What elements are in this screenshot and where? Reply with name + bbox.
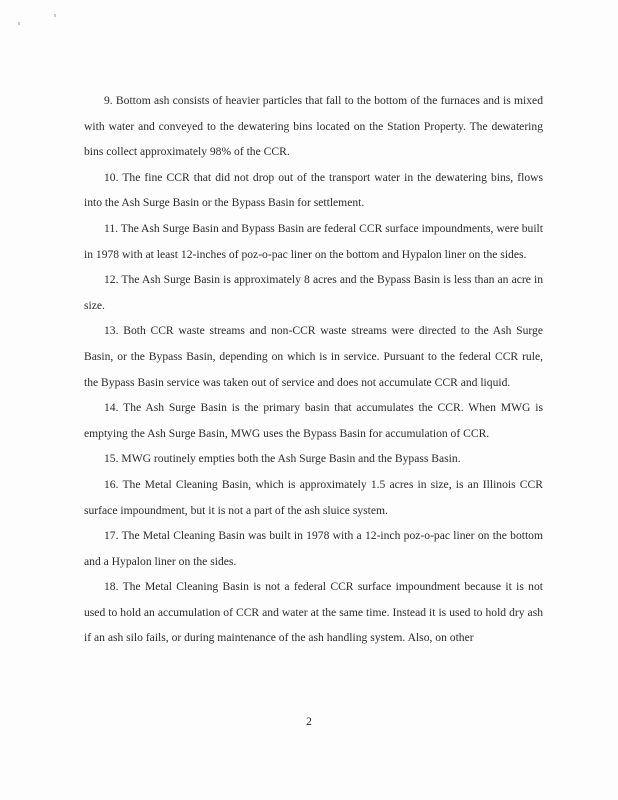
paragraph-15: 15. MWG routinely empties both the Ash Surge Basin and the Bypass Basin. (104, 452, 461, 466)
scan-speck (54, 14, 56, 17)
paragraph-16: 16. The Metal Cleaning Basin, which is approximately 1.5 acres in size, is an Illinois CCR surface impoundment, but it is not a part of the ash sluice system. (84, 477, 543, 517)
paragraph-9: 9. Bottom ash consists of heavier particles that fall to the bottom of the furnaces and is mixed with water and conveyed to the dewatering bins located on the Station Property. The dewatering bins collect approximately 98% of the CCR. (84, 94, 543, 159)
document-body (84, 88, 543, 651)
paragraph-18: 18. The Metal Cleaning Basin is not a federal CCR surface impoundment because it is not used to hold an accumulation of CCR and water at the same time. Instead it is used to hold dry ash if an ash silo fails, or during maintenance of the ash handling system. Also, on other (84, 580, 543, 645)
paragraph-10: 10. The fine CCR that did not drop out of the transport water in the dewatering bins, flows into the Ash Surge Basin or the Bypass Basin for settlement. (84, 170, 543, 210)
paragraph-11: 11. The Ash Surge Basin and Bypass Basin are federal CCR surface impoundments, were built in 1978 with at least 12-inches of poz-o-pac liner on the bottom and Hypalon liner on the sides. (84, 221, 543, 261)
paragraph-14: 14. The Ash Surge Basin is the primary basin that accumulates the CCR. When MWG is emptying the Ash Surge Basin, MWG uses the Bypass Basin for accumulation of CCR. (84, 401, 543, 440)
paragraph-17: 17. The Metal Cleaning Basin was built in 1978 with a 12-inch poz-o-pac liner on the bottom and a Hypalon liner on the sides. (84, 529, 543, 568)
paragraph-13: 13. Both CCR waste streams and non-CCR waste streams were directed to the Ash Surge Basin, or the Bypass Basin, depending on which is in service. Pursuant to the federal CCR rule, the Bypass Basin service was taken out of service and does not accumulate CCR and liquid. (84, 324, 543, 389)
paragraph-12: 12. The Ash Surge Basin is approximately 8 acres and the Bypass Basin is less than an acre in size. (84, 273, 543, 312)
scan-speck (18, 22, 20, 25)
page-number: 2 (306, 715, 312, 728)
